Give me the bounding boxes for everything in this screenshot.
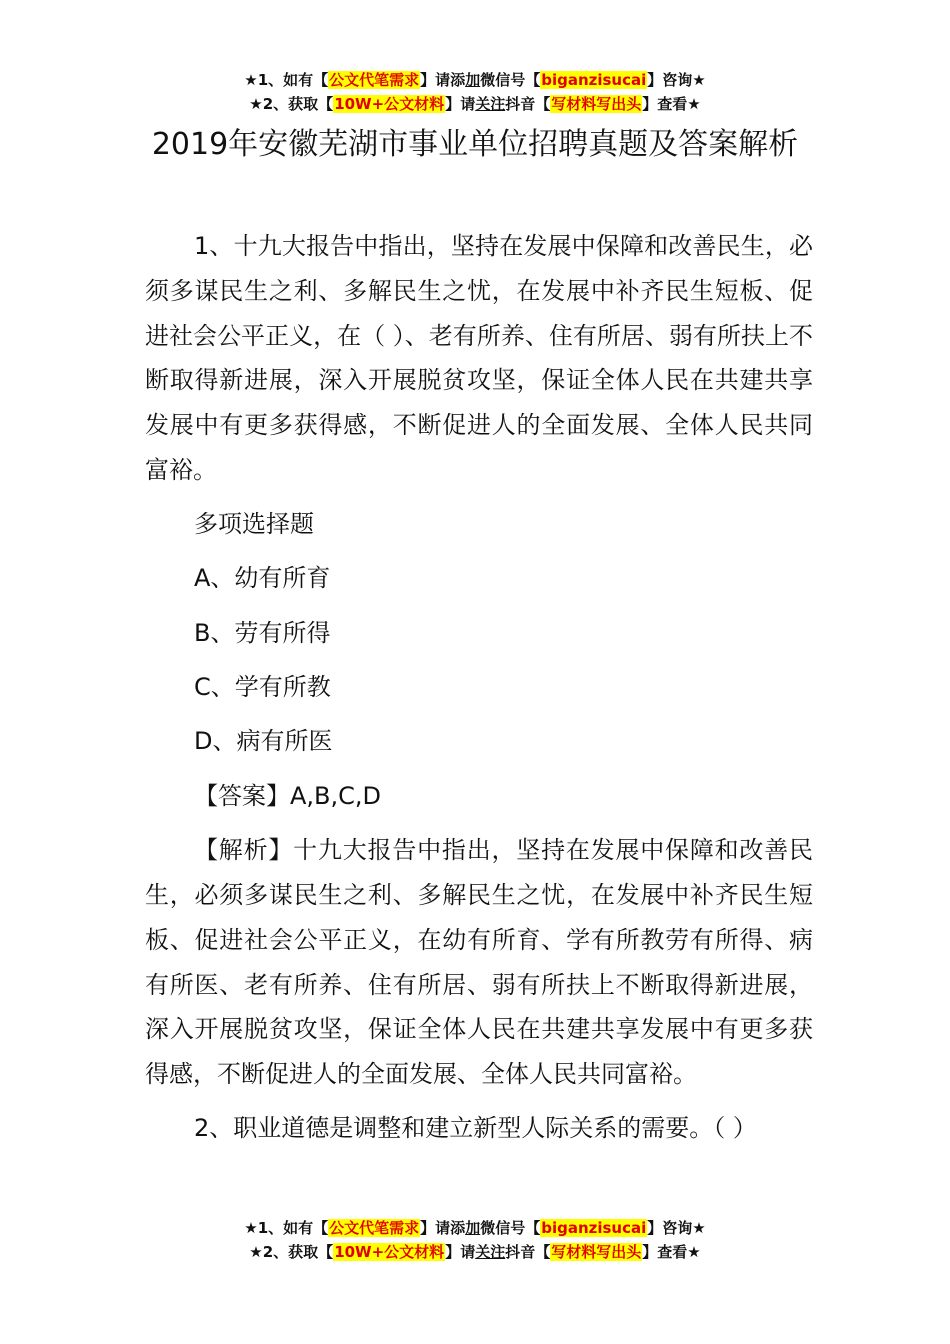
banner-line-1 bbox=[0, 68, 950, 92]
banner-text: 】查看★ bbox=[642, 95, 701, 113]
highlight-materials: 10W+公文材料 bbox=[334, 95, 445, 113]
banner-text: 】请添 bbox=[420, 71, 466, 89]
banner-text: 】咨询★ bbox=[647, 71, 706, 89]
document-body bbox=[145, 224, 813, 1160]
banner-emphasis: 关注 bbox=[475, 1243, 506, 1261]
banner-text: 微信号【 bbox=[480, 1219, 541, 1237]
highlight-service: 公文代笔需求 bbox=[329, 1219, 420, 1237]
banner-emphasis: 加 bbox=[465, 71, 481, 89]
highlight-douyin: 写材料写出头 bbox=[551, 95, 642, 113]
banner-text: ★2、获取【 bbox=[249, 1243, 334, 1261]
banner-line-2 bbox=[0, 92, 950, 116]
banner-text: 】请添 bbox=[420, 1219, 466, 1237]
banner-text: 】咨询★ bbox=[647, 1219, 706, 1237]
question-type: 多项选择题 bbox=[194, 509, 314, 538]
banner-emphasis: 关注 bbox=[475, 95, 506, 113]
banner-text: 】查看★ bbox=[642, 1243, 701, 1261]
option-a: A、幼有所育 bbox=[194, 564, 331, 593]
highlight-wechat-id: biganzisucai bbox=[541, 71, 647, 89]
highlight-douyin: 写材料写出头 bbox=[551, 1243, 642, 1261]
banner-text: ★1、如有【 bbox=[244, 1219, 329, 1237]
banner-emphasis: 加 bbox=[465, 1219, 481, 1237]
banner-line-2 bbox=[0, 1240, 950, 1264]
option-b: B、劳有所得 bbox=[194, 618, 331, 647]
footer-banner bbox=[0, 1216, 950, 1264]
banner-text: 】请 bbox=[445, 1243, 476, 1261]
document-title: 2019年安徽芜湖市事业单位招聘真题及答案解析 bbox=[151, 127, 799, 162]
answer: 【答案】A,B,C,D bbox=[194, 781, 382, 810]
option-c: C、学有所教 bbox=[194, 672, 331, 701]
banner-text: 微信号【 bbox=[480, 71, 541, 89]
question-1-stem: 1、十九大报告中指出，坚持在发展中保障和改善民生，必须多谋民生之利、多解民生之忧，在发展中补齐民生短板、促进社会公平正义，在（ ）、老有所养、住有所居、弱有所扶上不断取得新进展，深入开展脱贫攻坚，保证全体人民在共建共享发展中有更多获得感，不断促进人的全面发展、全体人民共同富裕。 bbox=[145, 232, 813, 484]
highlight-service: 公文代笔需求 bbox=[329, 71, 420, 89]
highlight-materials: 10W+公文材料 bbox=[334, 1243, 445, 1261]
analysis: 【解析】十九大报告中指出，坚持在发展中保障和改善民生，必须多谋民生之利、多解民生之忧，在发展中补齐民生短板、促进社会公平正义，在幼有所育、学有所教劳有所得、病有所医、老有所养、住有所居、弱有所扶上不断取得新进展，深入开展脱贫攻坚，保证全体人民在共建共享发展中有更多获得感，不断促进人的全面发展、全体人民共同富裕。 bbox=[145, 836, 813, 1089]
banner-text: ★2、获取【 bbox=[249, 95, 334, 113]
banner-text: 抖音【 bbox=[505, 95, 551, 113]
header-banner bbox=[0, 68, 950, 116]
banner-text: 抖音【 bbox=[505, 1243, 551, 1261]
option-d: D、病有所医 bbox=[194, 727, 333, 756]
banner-line-1 bbox=[0, 1216, 950, 1240]
banner-text: 】请 bbox=[445, 95, 476, 113]
question-2-stem: 2、职业道德是调整和建立新型人际关系的需要。（ ） bbox=[194, 1113, 757, 1142]
highlight-wechat-id: biganzisucai bbox=[541, 1219, 647, 1237]
banner-text: ★1、如有【 bbox=[244, 71, 329, 89]
